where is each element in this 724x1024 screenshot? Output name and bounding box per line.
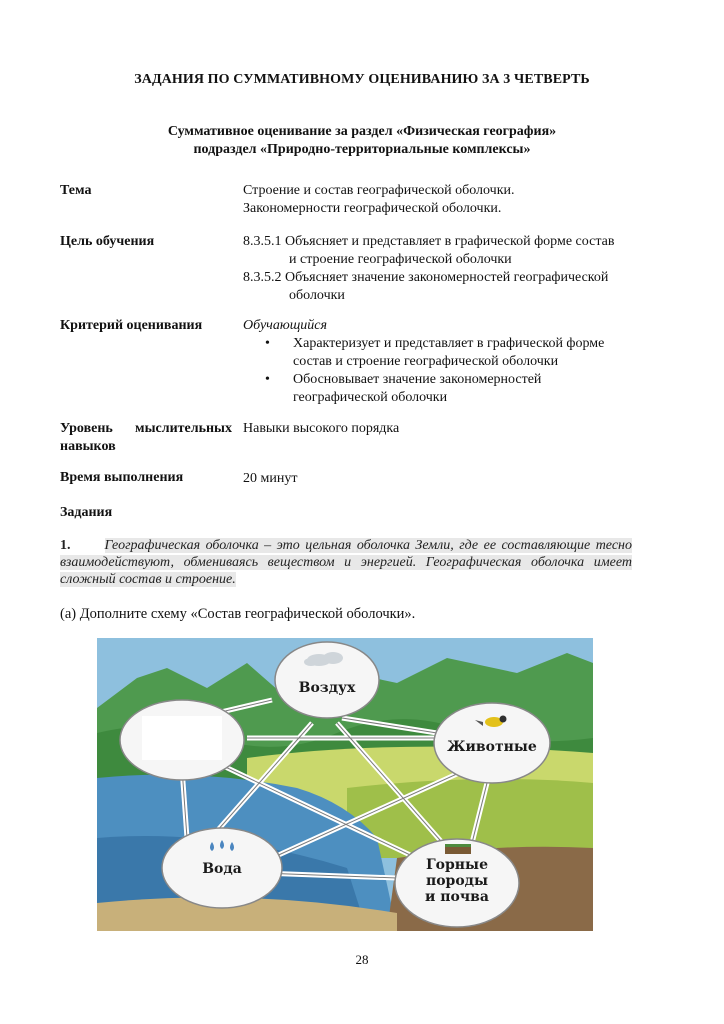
task-part-a: (а) Дополните схему «Состав географической оболочки». [60, 606, 416, 622]
goal-label: Цель обучения [60, 234, 155, 249]
level-label: Уровень мыслительных навыков [60, 421, 232, 454]
goal-2-line-2: оболочки [289, 288, 345, 303]
composition-diagram [97, 638, 593, 931]
node-rocks-label-3: и почва [425, 889, 489, 905]
node-rocks-label-2: породы [425, 873, 489, 889]
task-1 [60, 537, 632, 588]
task-number: 1. [60, 538, 71, 553]
criteria-label: Критерий оценивания [60, 318, 203, 333]
blank-answer-box [142, 716, 222, 760]
subsection-subtitle: подраздел «Природно-территориальные комплексы» [193, 142, 531, 157]
topic-label: Тема [60, 183, 92, 198]
bullet-icon: • [265, 336, 270, 351]
diagram-illustration [97, 638, 593, 931]
goal-1-line-1: 8.3.5.1 Объясняет и представляет в графической форме состав [243, 234, 615, 249]
section-subtitle: Суммативное оценивание за раздел «Физическая география» [167, 124, 557, 139]
criteria-item-1: Характеризует и представляет в графической форме состав и строение географической оболочки [293, 336, 605, 369]
node-rocks-label-1: Горные [426, 857, 488, 873]
criteria-list [265, 335, 665, 405]
node-water-label: Вода [202, 861, 242, 877]
topic-line-1: Строение и состав географической оболочки. [243, 183, 515, 198]
bullet-icon: • [265, 372, 270, 387]
node-air-label: Воздух [298, 680, 356, 696]
time-value: 20 минут [243, 471, 298, 486]
soil-icon [445, 844, 471, 854]
page-number: 28 [355, 952, 369, 967]
goal-2-line-1: 8.3.5.2 Объясняет значение закономерностей географической [243, 270, 609, 285]
topic-value [243, 182, 515, 218]
criteria-intro: Обучающийся [243, 318, 328, 333]
goal-value [243, 233, 614, 305]
level-value: Навыки высокого порядка [243, 421, 400, 436]
tasks-heading: Задания [60, 505, 113, 520]
topic-line-2: Закономерности географической оболочки. [243, 201, 502, 216]
task-1-text: Географическая оболочка – это цельная оболочка Земли, где ее составляющие тесно взаимодействуют, обмениваясь веществом и энергией. Географическая оболочка имеет сложный состав и строение. [60, 538, 632, 587]
page-title: ЗАДАНИЯ ПО СУММАТИВНОМУ ОЦЕНИВАНИЮ ЗА 3 ЧЕТВЕРТЬ [134, 72, 590, 87]
node-animals-label: Животные [447, 739, 537, 755]
criteria-item-2: Обосновывает значение закономерностей географической оболочки [293, 372, 542, 405]
goal-1-line-2: и строение географической оболочки [289, 252, 512, 267]
time-label: Время выполнения [60, 470, 184, 485]
